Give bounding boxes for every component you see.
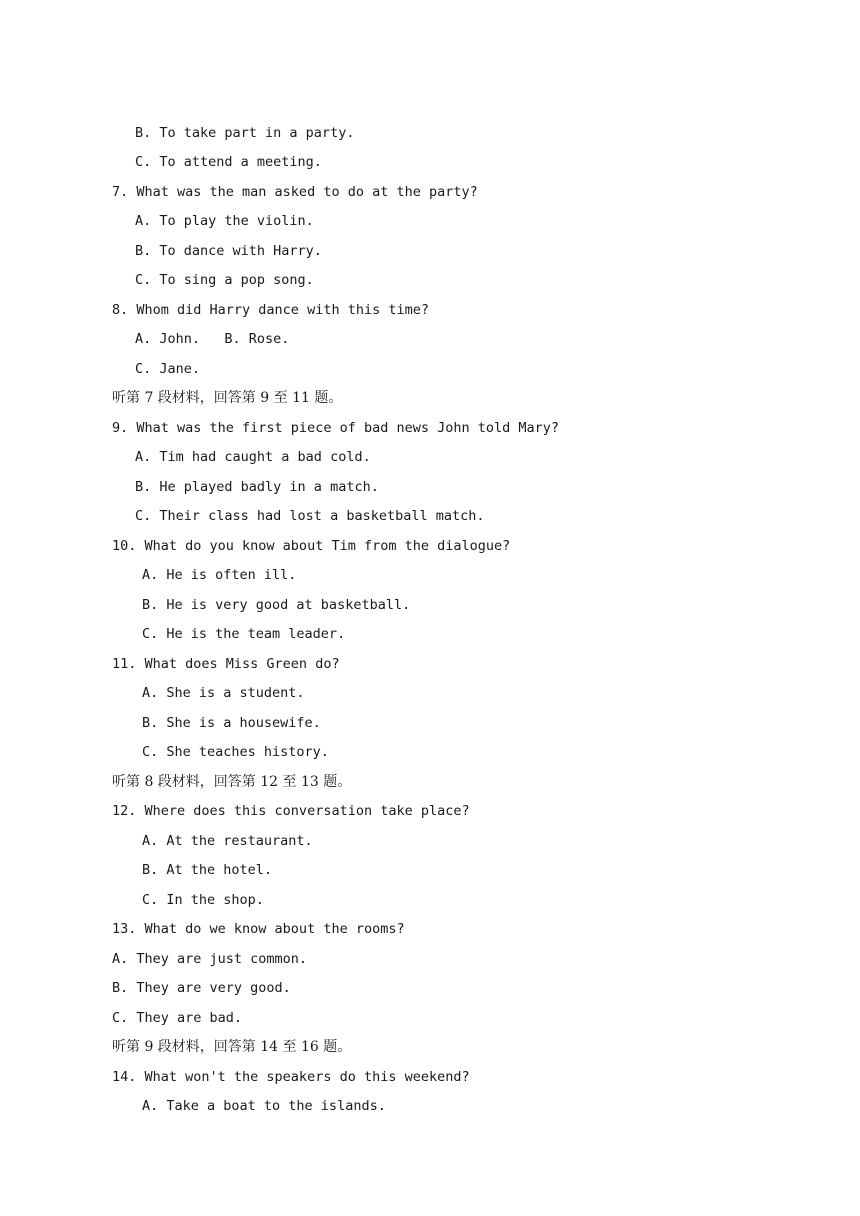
option-12a: A. At the restaurant. bbox=[142, 833, 313, 849]
option-9a: A. Tim had caught a bad cold. bbox=[135, 449, 371, 465]
option-13a: A. They are just common. bbox=[112, 951, 308, 967]
question-8: 8. Whom did Harry dance with this time? bbox=[112, 302, 429, 318]
option-11a: A. She is a student. bbox=[142, 685, 305, 701]
question-13: 13. What do we know about the rooms? bbox=[112, 921, 405, 937]
option-14a: A. Take a boat to the islands. bbox=[142, 1098, 386, 1114]
option-7c: C. To sing a pop song. bbox=[135, 272, 314, 288]
option-10c: C. He is the team leader. bbox=[142, 626, 346, 642]
section-heading-8: 听第 8 段材料，回答第 12 至 13 题。 bbox=[112, 774, 352, 790]
question-14: 14. What won't the speakers do this weekend? bbox=[112, 1069, 470, 1085]
option-10a: A. He is often ill. bbox=[142, 567, 297, 583]
question-11: 11. What does Miss Green do? bbox=[112, 656, 340, 672]
option-12c: C. In the shop. bbox=[142, 892, 264, 908]
option-6b: B. To take part in a party. bbox=[135, 125, 355, 141]
option-11b: B. She is a housewife. bbox=[142, 715, 321, 731]
option-13b: B. They are very good. bbox=[112, 980, 291, 996]
option-9b: B. He played badly in a match. bbox=[135, 479, 379, 495]
question-9: 9. What was the first piece of bad news John told Mary? bbox=[112, 420, 560, 436]
question-10: 10. What do you know about Tim from the dialogue? bbox=[112, 538, 511, 554]
option-7b: B. To dance with Harry. bbox=[135, 243, 322, 259]
option-6c: C. To attend a meeting. bbox=[135, 154, 322, 170]
option-8c: C. Jane. bbox=[135, 361, 201, 377]
option-10b: B. He is very good at basketball. bbox=[142, 597, 411, 613]
section-heading-9: 听第 9 段材料，回答第 14 至 16 题。 bbox=[112, 1039, 352, 1055]
option-7a: A. To play the violin. bbox=[135, 213, 314, 229]
question-12: 12. Where does this conversation take place? bbox=[112, 803, 470, 819]
option-13c: C. They are bad. bbox=[112, 1010, 243, 1026]
option-12b: B. At the hotel. bbox=[142, 862, 273, 878]
option-9c: C. Their class had lost a basketball match. bbox=[135, 508, 485, 524]
section-heading-7: 听第 7 段材料，回答第 9 至 11 题。 bbox=[112, 390, 343, 406]
option-8ab: A. John. B. Rose. bbox=[135, 331, 290, 347]
question-7: 7. What was the man asked to do at the party? bbox=[112, 184, 478, 200]
option-11c: C. She teaches history. bbox=[142, 744, 329, 760]
